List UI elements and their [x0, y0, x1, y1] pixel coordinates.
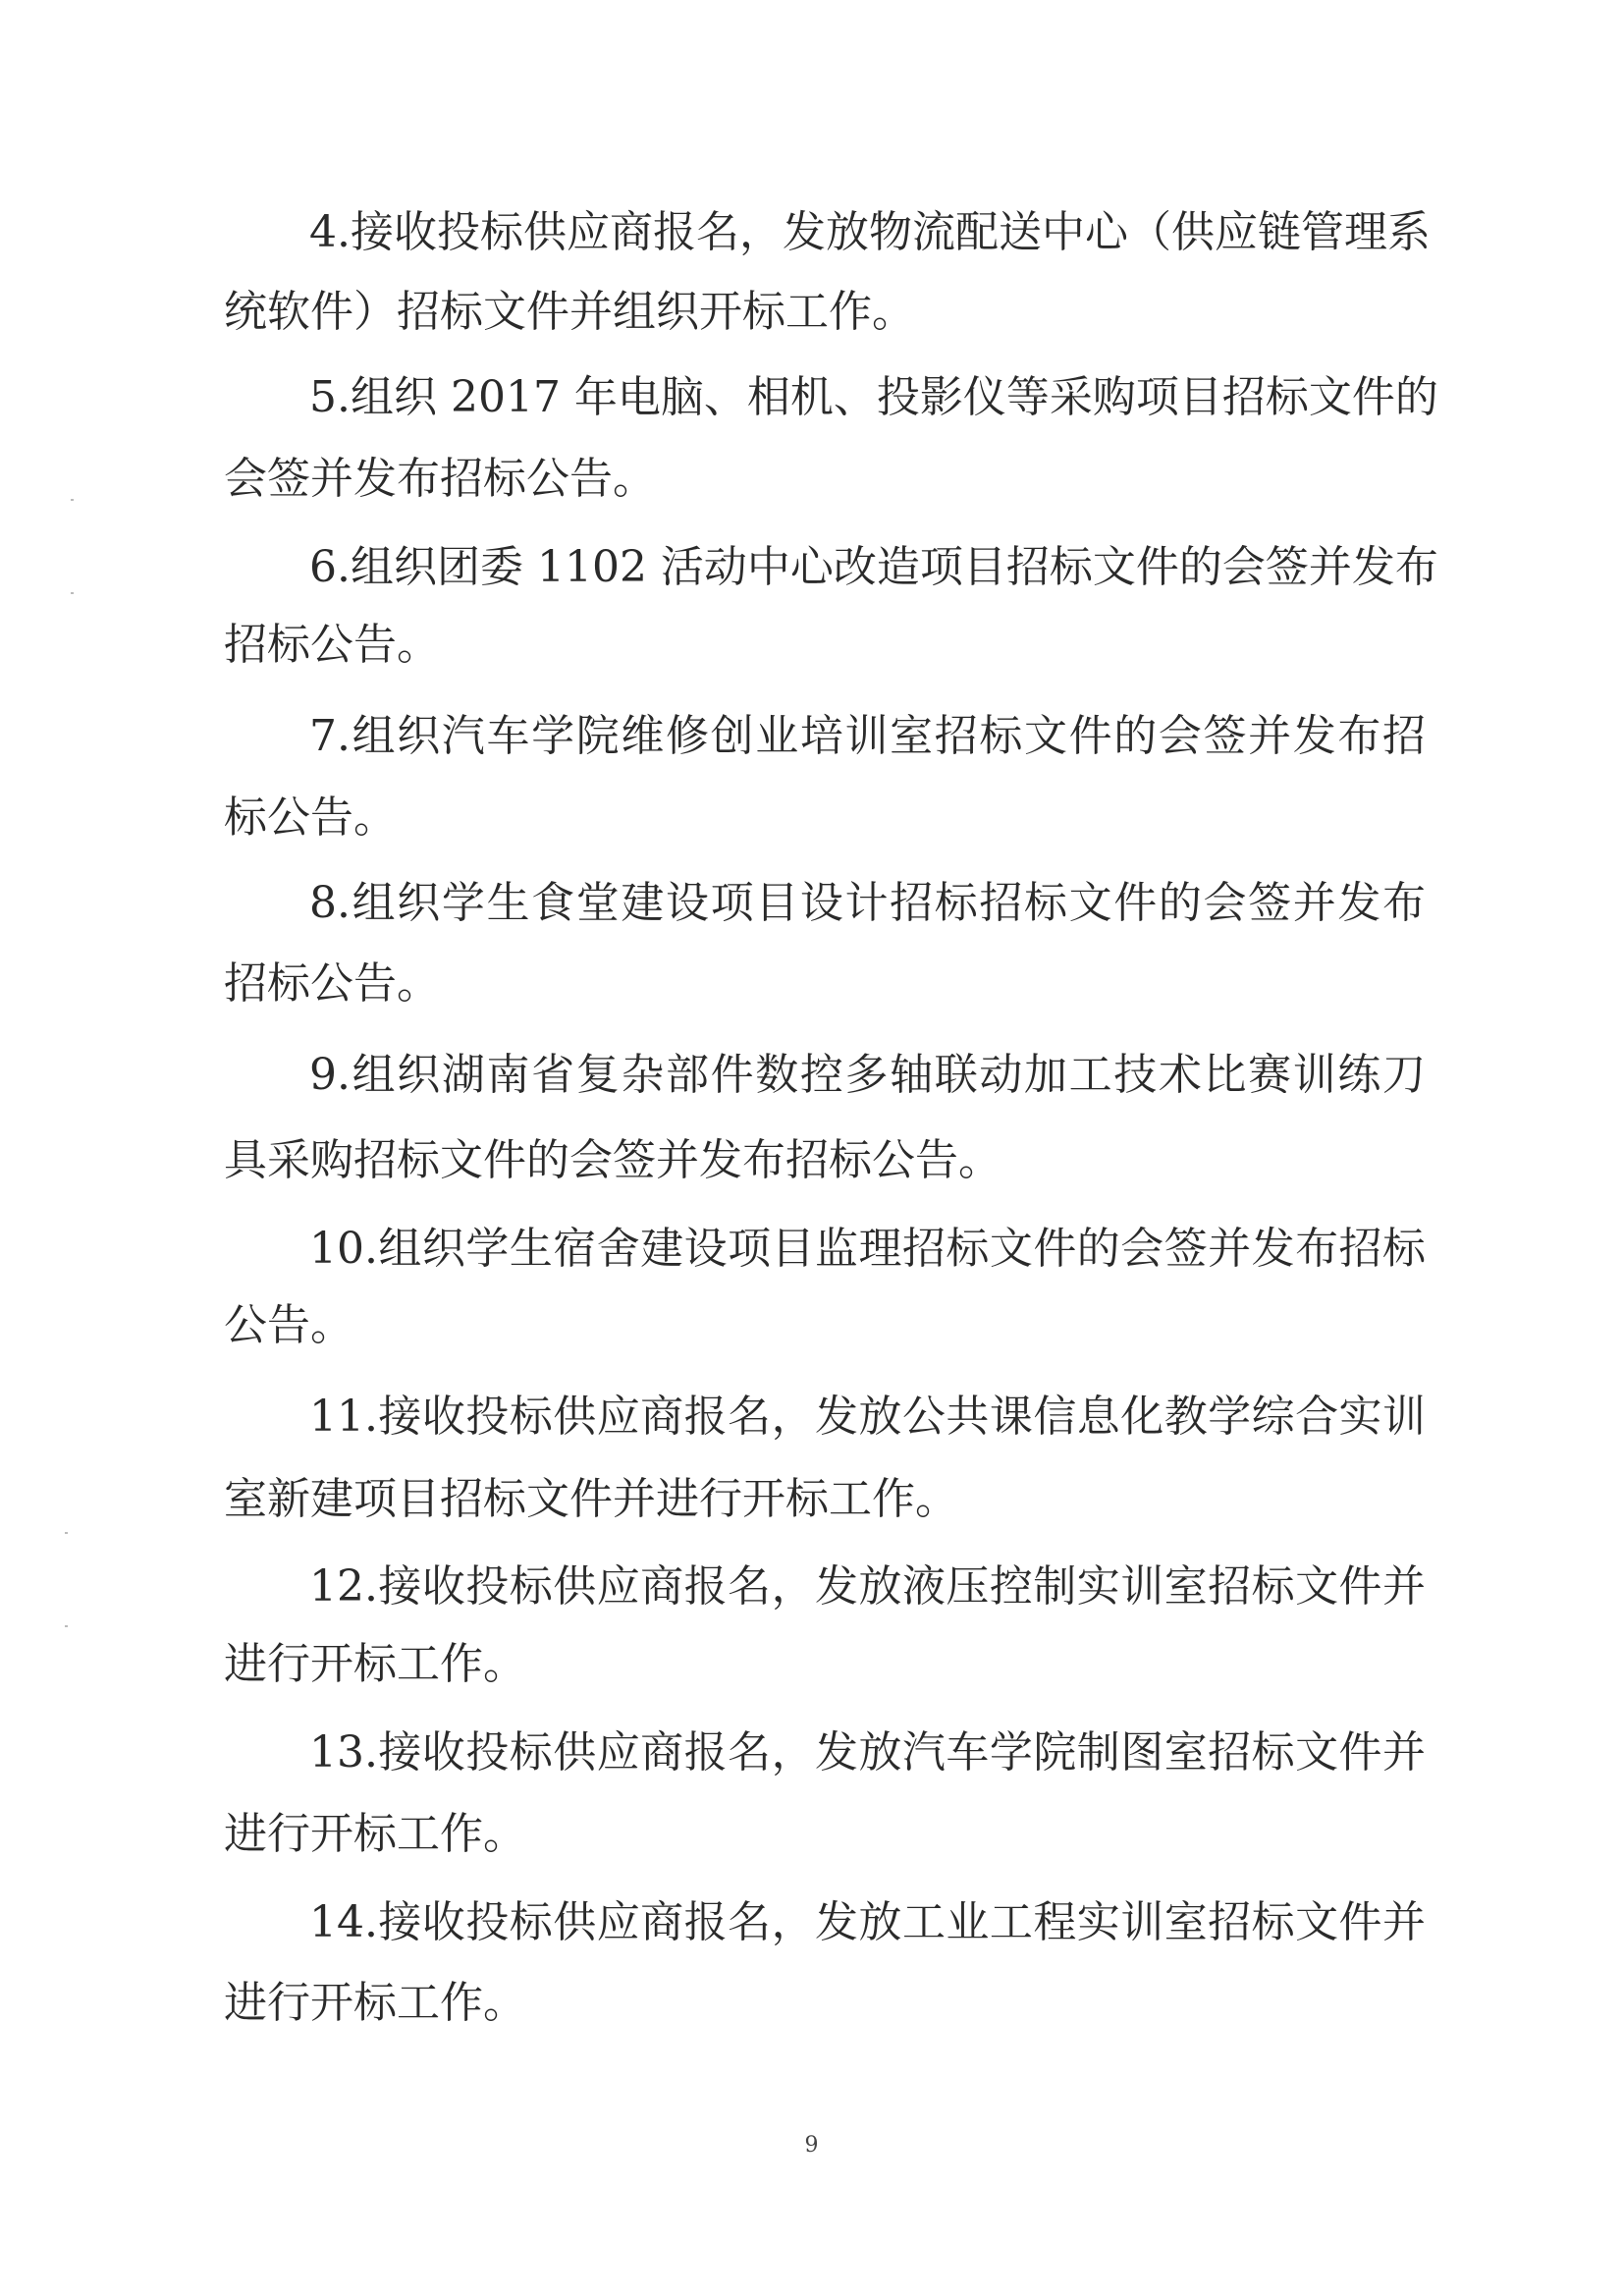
- paragraph-line: 具采购招标文件的会签并发布招标公告。: [224, 1135, 1001, 1185]
- paragraph-first-line: 7.组织汽车学院维修创业培训室招标文件的会签并发布招: [309, 711, 1426, 761]
- scan-speck: [71, 499, 74, 501]
- paragraph-first-line: 13.接收投标供应商报名，发放汽车学院制图室招标文件并: [309, 1727, 1426, 1777]
- page-number: 9: [804, 2133, 819, 2158]
- scan-speck: [71, 592, 74, 594]
- paragraph-line: 室新建项目招标文件并进行开标工作。: [224, 1474, 958, 1524]
- paragraph-line: 统软件）招标文件并组织开标工作。: [224, 287, 915, 337]
- paragraph-line: 招标公告。: [224, 958, 440, 1009]
- paragraph-first-line: 8.组织学生食堂建设项目设计招标招标文件的会签并发布: [309, 878, 1426, 928]
- paragraph-first-line: 6.组织团委 1102 活动中心改造项目招标文件的会签并发布: [309, 542, 1438, 592]
- paragraph-line: 公告。: [224, 1300, 353, 1350]
- paragraph-line: 进行开标工作。: [224, 1809, 526, 1859]
- scan-speck: [65, 1625, 68, 1627]
- paragraph-line: 标公告。: [224, 793, 397, 843]
- paragraph-line: 会签并发布招标公告。: [224, 454, 656, 504]
- paragraph-line: 进行开标工作。: [224, 1639, 526, 1689]
- paragraph-first-line: 10.组织学生宿舍建设项目监理招标文件的会签并发布招标: [309, 1224, 1426, 1274]
- paragraph-first-line: 11.接收投标供应商报名，发放公共课信息化教学综合实训: [309, 1392, 1426, 1442]
- paragraph-first-line: 9.组织湖南省复杂部件数控多轴联动加工技术比赛训练刀: [309, 1050, 1426, 1100]
- scan-speck: [65, 1532, 68, 1534]
- paragraph-first-line: 4.接收投标供应商报名，发放物流配送中心（供应链管理系: [309, 207, 1431, 257]
- paragraph-first-line: 14.接收投标供应商报名，发放工业工程实训室招标文件并: [309, 1897, 1426, 1947]
- paragraph-first-line: 12.接收投标供应商报名，发放液压控制实训室招标文件并: [309, 1561, 1426, 1612]
- paragraph-line: 招标公告。: [224, 620, 440, 670]
- paragraph-line: 进行开标工作。: [224, 1978, 526, 2028]
- paragraph-first-line: 5.组织 2017 年电脑、相机、投影仪等采购项目招标文件的: [309, 372, 1438, 422]
